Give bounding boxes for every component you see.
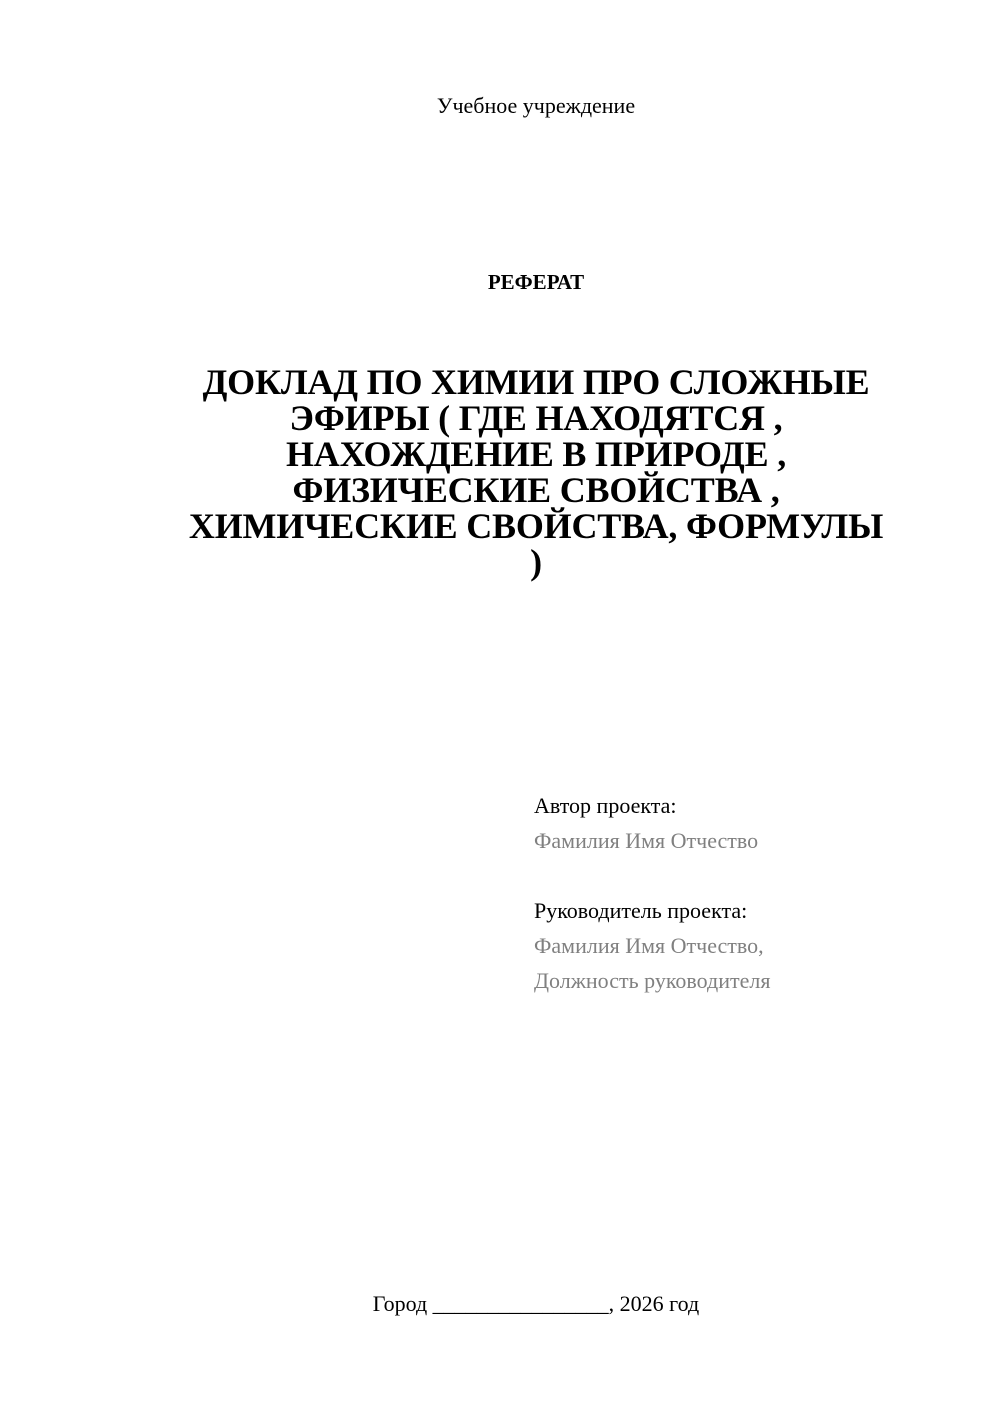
supervisor-position: Должность руководителя — [534, 968, 771, 993]
author-block — [534, 788, 974, 858]
author-name: Фамилия Имя Отчество — [534, 828, 759, 853]
title-line: ФИЗИЧЕСКИЕ СВОЙСТВА , — [292, 470, 780, 510]
title-line: НАХОЖДЕНИЕ В ПРИРОДЕ , — [285, 434, 787, 474]
document-title — [140, 364, 932, 580]
author-label: Автор проекта: — [534, 793, 677, 818]
title-line: ХИМИЧЕСКИЕ СВОЙСТВА, ФОРМУЛЫ — [188, 506, 884, 546]
title-line: ) — [530, 542, 542, 582]
supervisor-block — [534, 893, 974, 998]
document-type: РЕФЕРАТ — [487, 270, 585, 294]
title-line: ЭФИРЫ ( ГДЕ НАХОДЯТСЯ , — [289, 398, 783, 438]
institution-name: Учебное учреждение — [436, 93, 636, 118]
city-year-line: Город ________________, 2026 год — [372, 1291, 700, 1316]
title-line: ДОКЛАД ПО ХИМИИ ПРО СЛОЖНЫЕ — [202, 362, 870, 402]
supervisor-label: Руководитель проекта: — [534, 898, 748, 923]
supervisor-name: Фамилия Имя Отчество, — [534, 933, 764, 958]
